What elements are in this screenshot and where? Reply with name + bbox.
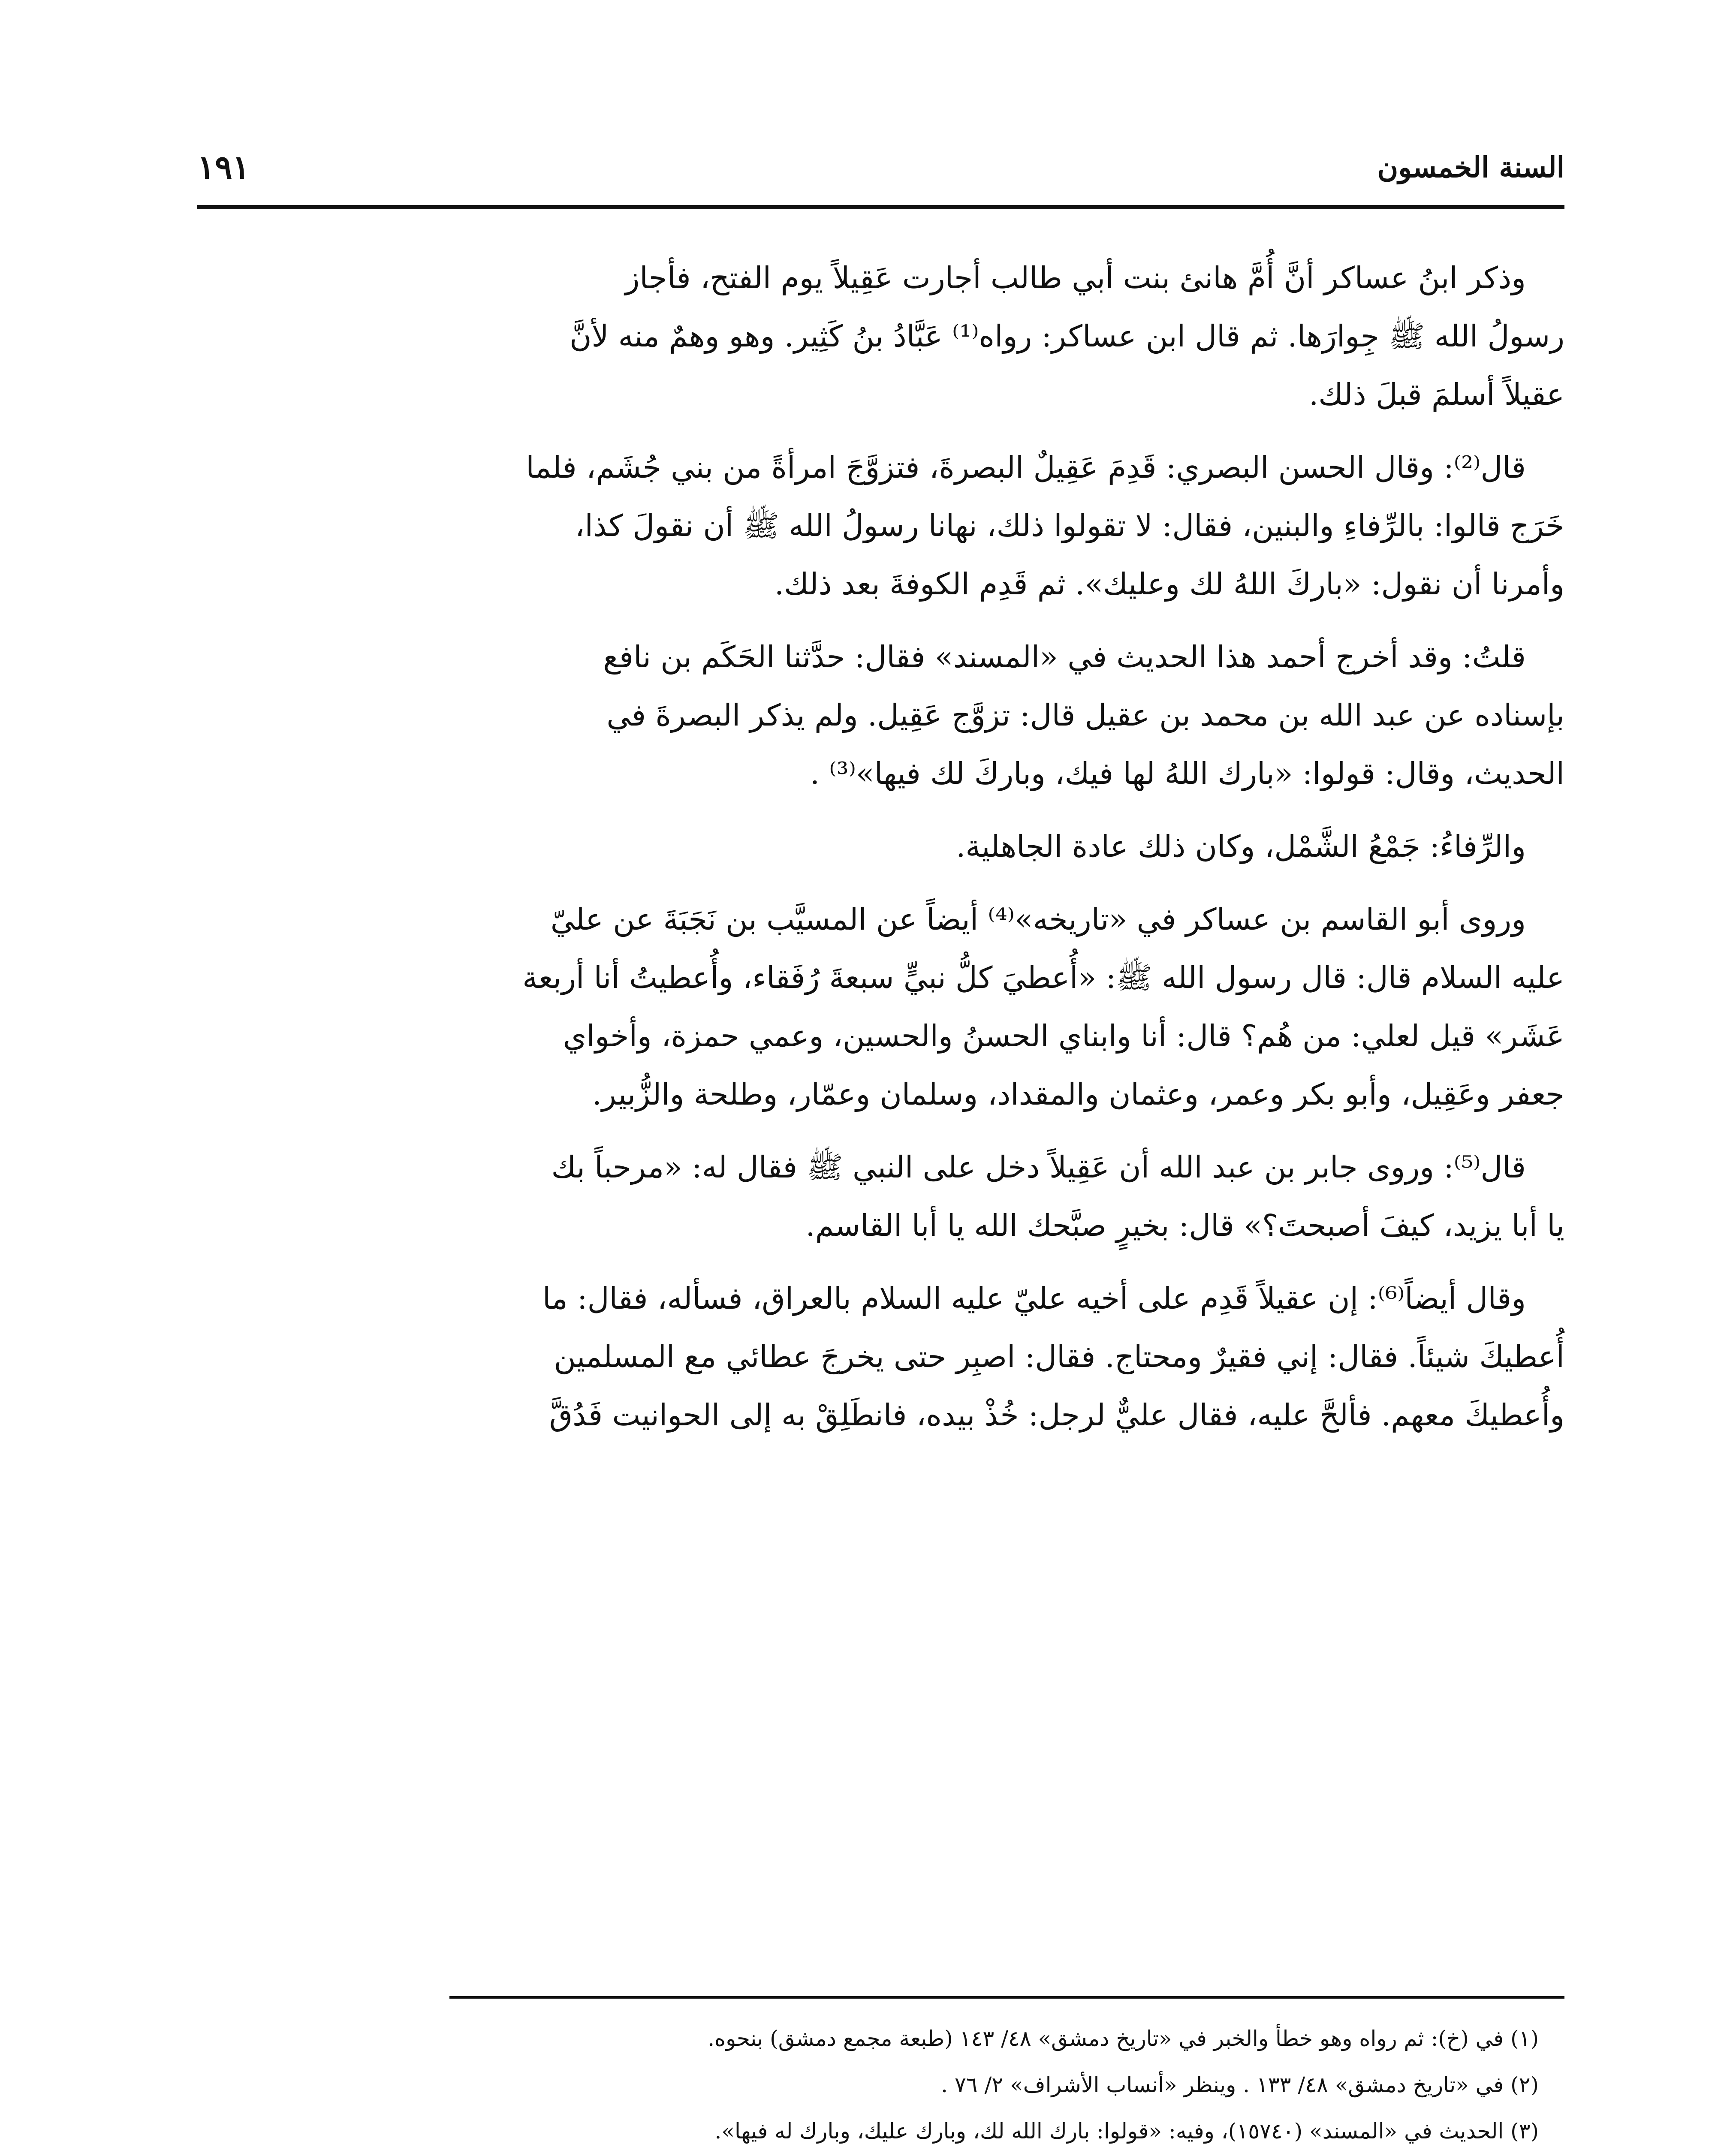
paragraph: قال⁽²⁾: وقال الحسن البصري: قَدِمَ عَقِيلٌ البصرةَ، فتزوَّجَ امرأةً من بني جُشَم، فلما خَرَج قالوا: بالرِّفاءِ والبنين، فقال: لا تقولوا ذلك، نهانا رسولُ الله ﷺ أن نقولَ كذا، وأمرنا أن نقول: «باركَ اللهُ لك وعليك». ثم قَدِم الكوفةَ بعد ذلك. <box>526 450 1564 602</box>
paragraph: وذكر ابنُ عساكر أنَّ أُمَّ هانئ بنت أبي طالب أجارت عَقِيلاً يوم الفتح، فأجاز رسولُ الله ﷺ جِوارَها. ثم قال ابن عساكر: رواه⁽¹⁾ عَبَّادُ بنُ كَثِير. وهو وهمٌ منه لأنَّ عقيلاً أسلمَ قبلَ ذلك. <box>570 260 1564 412</box>
running-title: السنة الخمسون <box>1377 151 1564 184</box>
footnotes <box>197 2015 1564 2144</box>
paragraph: وروى أبو القاسم بن عساكر في «تاريخه»⁽⁴⁾ أيضاً عن المسيَّب بن نَجَبَةَ عن عليّ عليه السلام قال: قال رسول الله ﷺ: «أُعطيَ كلُّ نبيٍّ سبعةَ رُفَقاء، وأُعطيتُ أنا أربعة عَشَر» قيل لعلي: من هُم؟ قال: أنا وابناي الحسنُ والحسين، وعمي حمزة، وأخواي جعفر وعَقِيل، وأبو بكر وعمر، وعثمان والمقداد، وسلمان وعمّار، وطلحة والزُّبير. <box>522 902 1564 1112</box>
footnote-2: (٢) في «تاريخ دمشق» ٤٨/ ١٣٣ . وينظر «أنساب الأشراف» ٢/ ٧٦ . <box>941 2072 1539 2097</box>
paragraph: قلتُ: وقد أخرج أحمد هذا الحديث في «المسند» فقال: حدَّثنا الحَكَم بن نافع بإسناده عن عبد الله بن محمد بن عقيل قال: تزوَّج عَقِيل. ولم يذكر البصرةَ في الحديث، وقال: قولوا: «بارك اللهُ لها فيك، وباركَ لك فيها»⁽³⁾ . <box>603 639 1564 791</box>
paragraph: قال⁽⁵⁾: وروى جابر بن عبد الله أن عَقِيلاً دخل على النبي ﷺ فقال له: «مرحباً بك يا أبا يزيد، كيفَ أصبحتَ؟» قال: بخيرٍ صبَّحك الله يا أبا القاسم. <box>551 1150 1564 1243</box>
main-text <box>197 249 1564 1459</box>
footnote-separator <box>449 1996 1564 1999</box>
footnote-1: (١) في (خ): ثم رواه وهو خطأ والخبر في «تاريخ دمشق» ٤٨/ ١٤٣ (طبعة مجمع دمشق) بنحوه. <box>708 2026 1539 2051</box>
paragraph: والرِّفاءُ: جَمْعُ الشَّمْل، وكان ذلك عادة الجاهلية. <box>956 829 1526 864</box>
footnote-3: (٣) الحديث في «المسند» (١٥٧٤٠)، وفيه: «قولوا: بارك الله لك، وبارك عليك، وبارك له فيها». <box>714 2119 1539 2144</box>
paragraph: وقال أيضاً⁽⁶⁾: إن عقيلاً قَدِم على أخيه عليّ عليه السلام بالعراق، فسأله، فقال: ما أُعطيكَ شيئاً. فقال: إني فقيرٌ ومحتاج. فقال: اصبِر حتى يخرجَ عطائي مع المسلمين وأُعطيكَ معهم. فألحَّ عليه، فقال عليٌّ لرجل: خُذْ بيده، فانطَلِقْ به إلى الحوانيت فَدُقَّ <box>542 1281 1564 1433</box>
page-header <box>197 142 1564 206</box>
page-number: ١٩١ <box>197 148 250 186</box>
header-rule <box>197 205 1564 209</box>
